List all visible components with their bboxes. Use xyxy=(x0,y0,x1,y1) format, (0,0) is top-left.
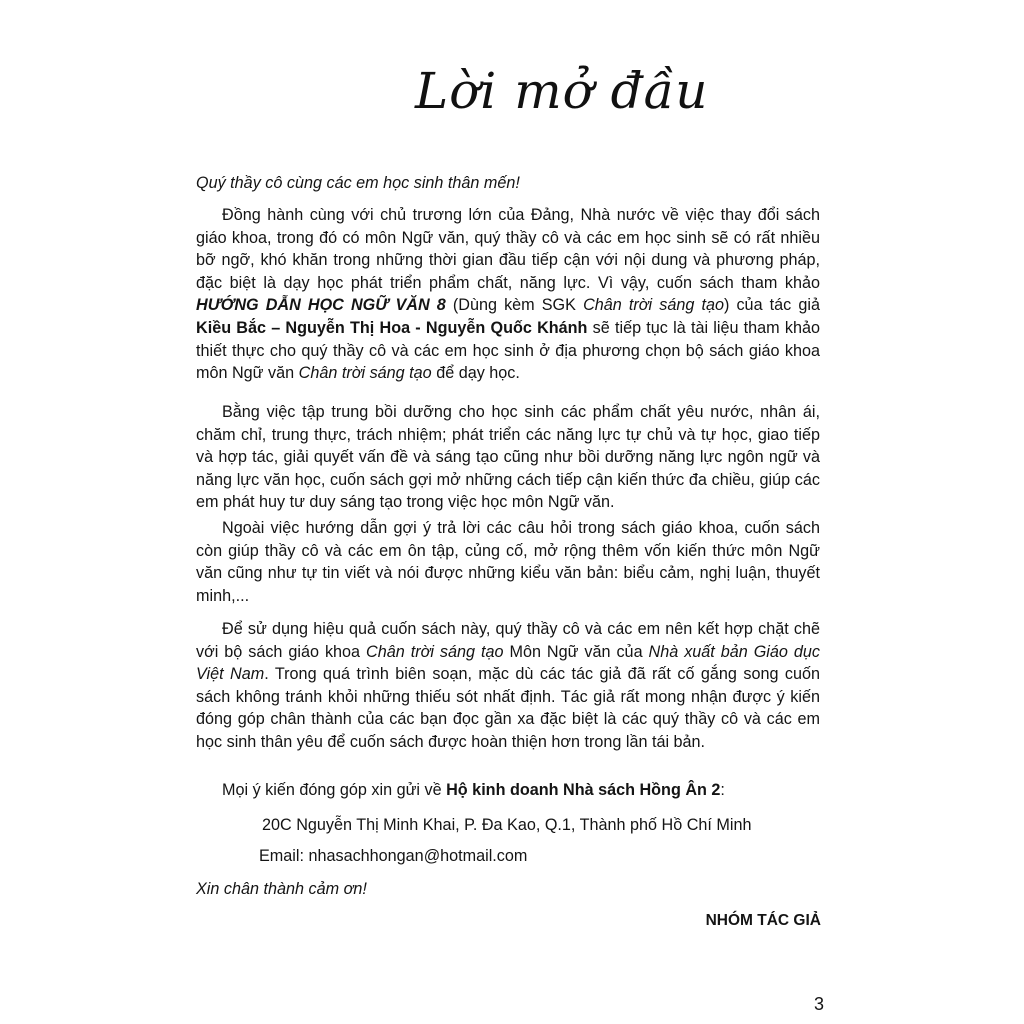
series-name-2: Chân trời sáng tạo xyxy=(298,364,432,383)
book-title: HƯỚNG DẪN HỌC NGỮ VĂN 8 xyxy=(196,296,446,315)
greeting: Quý thầy cô cùng các em học sinh thân mến! xyxy=(196,174,520,192)
closing-thanks: Xin chân thành cảm ơn! xyxy=(196,880,367,898)
paragraph-4-text-c: . Trong quá trình biên soạn, mặc dù các tác giả đã rất cố gắng song cuốn sách không tránh khỏi những thiếu sót nhất định. Tác giả rất mong nhận được ý kiến đóng góp chân thành của các bạn đọc gần xa đặc biệt là các quý thầy cô và các em học sinh thân yêu để cuốn sách được hoàn thiện hơn trong lần tái bản. xyxy=(196,665,820,751)
contact-colon: : xyxy=(720,781,725,799)
page-title: Lời mở đầu xyxy=(415,62,709,120)
publisher-name: Nhà xuất bản Giáo dục Việt Nam xyxy=(196,642,820,684)
paragraph-3: Ngoài việc hướng dẫn gợi ý trả lời các câu hỏi trong sách giáo khoa, cuốn sách còn giúp thầy cô và các em ôn tập, củng cố, mở rộng thêm vốn kiến thức môn Ngữ văn cũng như tự tin viết và nói được những kiểu văn bản: biểu cảm, nghị luận, thuyết minh,... xyxy=(196,519,820,605)
series-name-3: Chân trời sáng tạo xyxy=(366,642,504,661)
contact-intro-text: Mọi ý kiến đóng góp xin gửi về xyxy=(222,781,447,799)
author-signature: NHÓM TÁC GIẢ xyxy=(705,912,821,929)
paragraph-4-text-b: Môn Ngữ văn của xyxy=(503,642,649,661)
paragraph-1-text-b: (Dùng kèm SGK xyxy=(445,296,584,315)
paragraph-4-text-a: Để sử dụng hiệu quả cuốn sách này, quý thầy cô và các em nên kết hợp chặt chẽ với bộ sách giáo khoa xyxy=(196,620,820,661)
paragraph-2: Bằng việc tập trung bồi dưỡng cho học sinh các phẩm chất yêu nước, nhân ái, chăm chỉ, trung thực, trách nhiệm; phát triển các năng lực tự chủ và tự học, giao tiếp và hợp tác, giải quyết vấn đề và sáng tạo cũng như bồi dưỡng năng lực ngôn ngữ và năng lực văn học, cuốn sách gợi mở những cách tiếp cận kiến thức đa chiều, giúp các em phát huy tư duy sáng tạo trong việc học môn Ngữ văn. xyxy=(196,403,820,512)
contact-intro xyxy=(196,779,820,802)
paragraph-1 xyxy=(196,204,820,385)
paragraph-1-text-e: để dạy học. xyxy=(431,364,520,383)
paragraph-4 xyxy=(196,618,820,754)
contact-address: 20C Nguyễn Thị Minh Khai, P. Đa Kao, Q.1, Thành phố Hồ Chí Minh xyxy=(262,816,752,834)
author-names: Kiều Bắc – Nguyễn Thị Hoa - Nguyễn Quốc Khánh xyxy=(196,318,588,337)
page-number: 3 xyxy=(813,994,824,1014)
series-name: Chân trời sáng tạo xyxy=(583,296,724,315)
paragraph-1-text-d: sẽ tiếp tục là tài liệu tham khảo thiết thực cho quý thầy cô và các em học sinh ở địa phương chọn bộ sách giáo khoa môn Ngữ văn xyxy=(196,318,820,383)
paragraph-1-text-a: Đồng hành cùng với chủ trương lớn của Đảng, Nhà nước về việc thay đổi sách giáo khoa, trong đó có môn Ngữ văn, quý thầy cô và các em học sinh sẽ có rất nhiều bỡ ngỡ, khó khăn trong những thời gian đầu tiếp cận với nội dung và phương pháp, đặc biệt là dạy học phát triển phẩm chất, năng lực. Vì vậy, cuốn sách tham khảo xyxy=(196,206,820,292)
contact-email: Email: nhasachhongan@hotmail.com xyxy=(259,847,528,865)
organization-name: Hộ kinh doanh Nhà sách Hồng Ân 2 xyxy=(446,781,721,799)
paragraph-1-text-c: ) của tác giả xyxy=(723,296,820,315)
